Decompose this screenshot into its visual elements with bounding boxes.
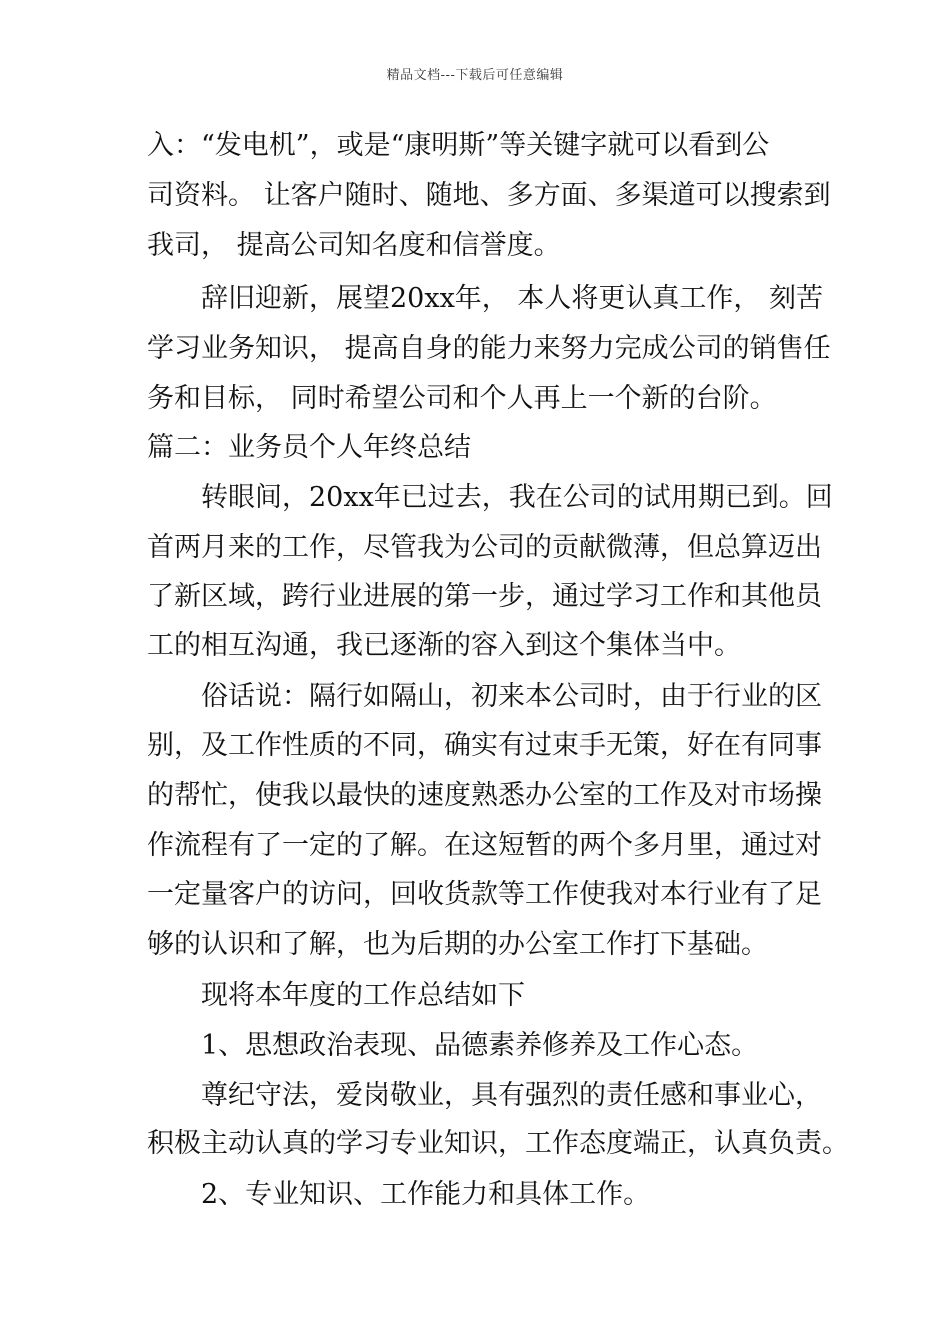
text-line: 司资料。 让客户随时、随地、多方面、多渠道可以搜索到 <box>147 180 831 211</box>
text-line: 作流程有了一定的了解。在这短暂的两个多月里，通过对 <box>147 830 822 861</box>
text-line: 首两月来的工作，尽管我为公司的贡献微薄，但总算迈出 <box>147 532 822 563</box>
text-line: 的帮忙，使我以最快的速度熟悉办公室的工作及对市场操 <box>147 780 822 811</box>
text-line: 工的相互沟通，我已逐渐的容入到这个集体当中。 <box>147 630 741 661</box>
paragraph-start-line: 转眼间，20xx年已过去，我在公司的试用期已到。回 <box>201 482 833 513</box>
text-line: 一定量客户的访问，回收货款等工作使我对本行业有了足 <box>147 879 822 910</box>
paragraph-start-line: 俗话说：隔行如隔山，初来本公司时，由于行业的区 <box>201 681 822 712</box>
numbered-heading: 1、思想政治表现、品德素养修养及工作心态。 <box>201 1030 759 1061</box>
numbered-heading: 2、专业知识、工作能力和具体工作。 <box>201 1179 651 1210</box>
text-line: 了新区域，跨行业进展的第一步，通过学习工作和其他员 <box>147 581 822 612</box>
text-line: 务和目标， 同时希望公司和个人再上一个新的台阶。 <box>147 383 777 414</box>
section-heading: 篇二：业务员个人年终总结 <box>147 432 471 463</box>
page-header: 精品文档---下载后可任意编辑 <box>386 68 564 83</box>
text-line: 我司， 提高公司知名度和信誉度。 <box>147 230 561 261</box>
text-line: 入：“发电机”，或是“康明斯”等关键字就可以看到公 <box>147 130 770 161</box>
paragraph-start-line: 辞旧迎新，展望20xx年， 本人将更认真工作， 刻苦 <box>201 283 823 314</box>
text-line: 积极主动认真的学习专业知识，工作态度端正，认真负责。 <box>147 1128 849 1159</box>
text-line: 别，及工作性质的不同，确实有过束手无策，好在有同事 <box>147 730 822 761</box>
paragraph-start-line: 尊纪守法，爱岗敬业，具有强烈的责任感和事业心， <box>201 1080 822 1111</box>
text-line: 学习业务知识， 提高自身的能力来努力完成公司的销售任 <box>147 333 831 364</box>
text-line: 够的认识和了解，也为后期的办公室工作打下基础。 <box>147 929 768 960</box>
paragraph-start-line: 现将本年度的工作总结如下 <box>201 980 525 1011</box>
